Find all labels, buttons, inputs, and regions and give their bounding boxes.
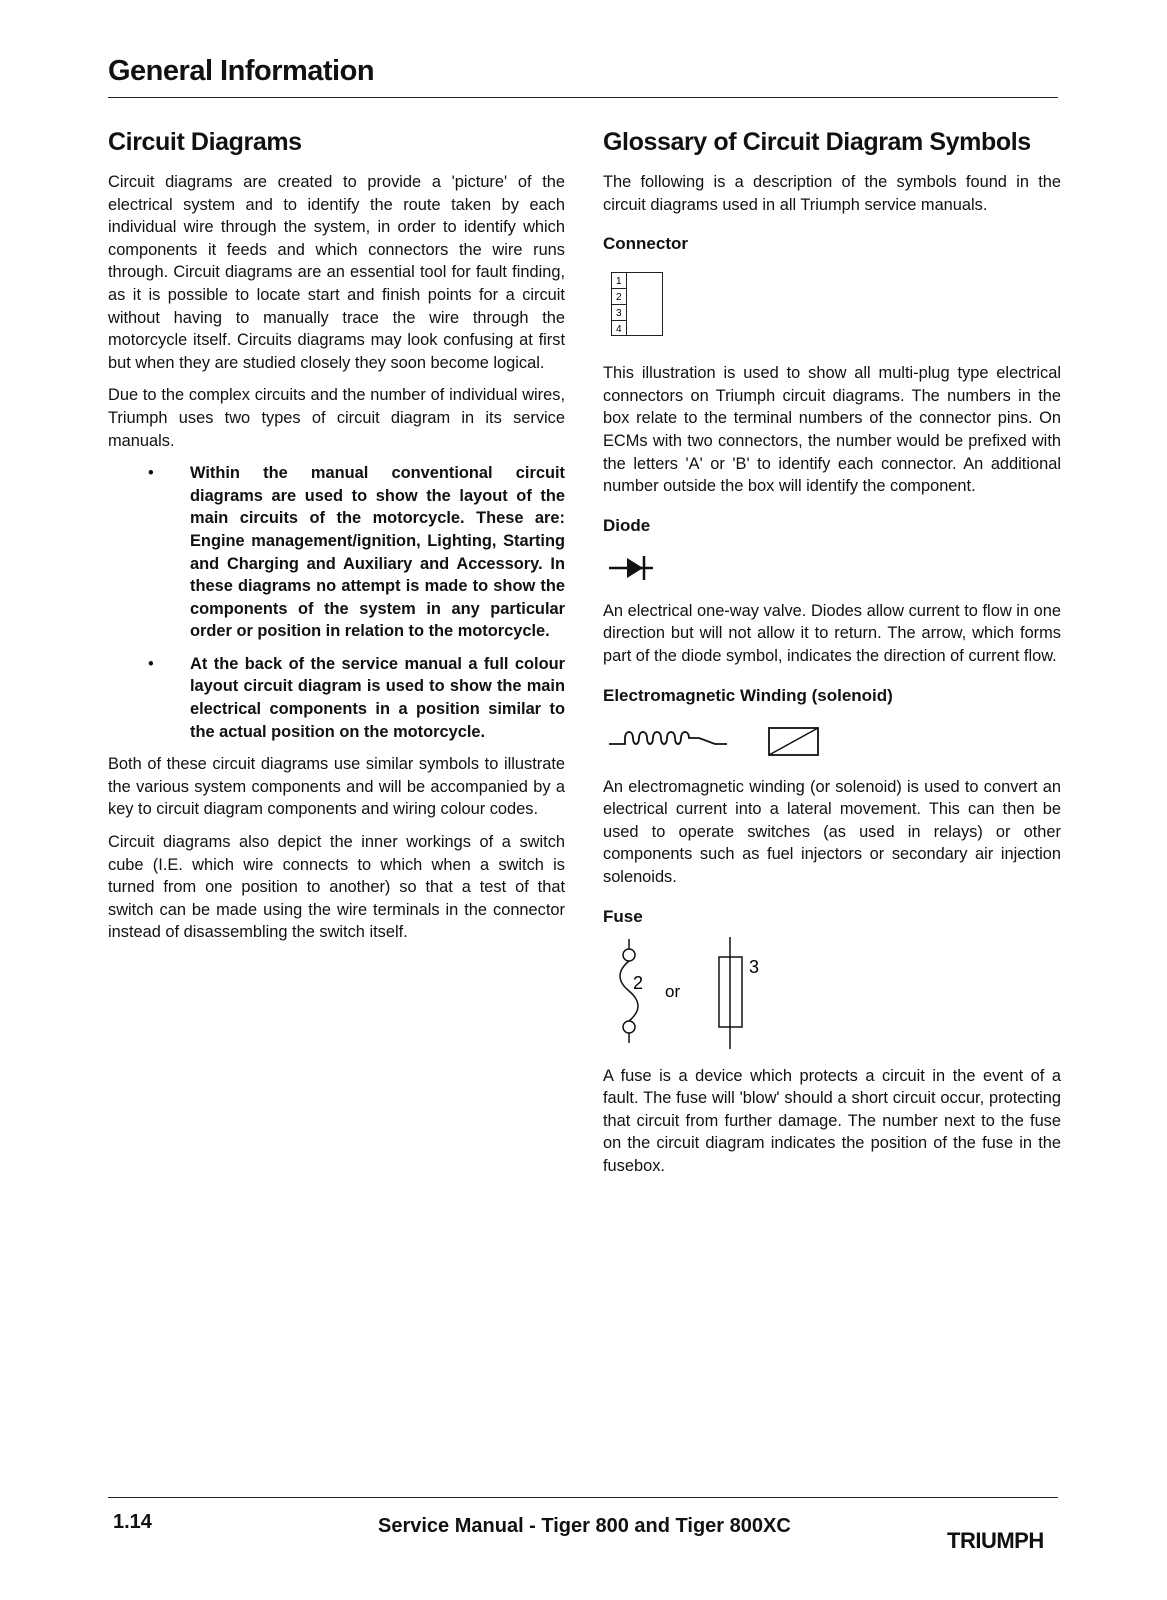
fuse-symbol-icon: [603, 937, 803, 1053]
fuse-or-label: or: [665, 981, 681, 1001]
paragraph: Circuit diagrams are created to provide a 'picture' of the electrical system and to identify the route taken by each individual wire through the system, in order to identify which components it feeds and which connectors the wire runs through. Circuit diagrams are an essential tool for fault finding, as it is possible to locate start and finish points for a circuit without having to manually trace the wire through the motorcycle itself. Circuits diagrams may look confusing at first but when they are studied closely they soon become logical.: [108, 173, 565, 372]
diode-description: An electrical one-way valve. Diodes allow current to flow in one direction but will not allow it to return. The arrow, which forms part of the diode symbol, indicates the direction of current flow.: [603, 601, 1061, 665]
right-column: [603, 128, 1061, 1187]
connector-pin-label: 2: [616, 292, 622, 304]
bullet-text: Within the manual conventional circuit diagrams are used to show the layout of the main circuits of the motorcycle. These are: Engine management/ignition, Lighting, Starting and Charging and Auxiliary and Accessory. In these diagrams no attempt is made to show the components of the system in any particular order or position in relation to the motorcycle.: [190, 464, 565, 641]
fuse-title: Fuse: [603, 906, 643, 926]
header-divider: [108, 97, 1058, 98]
diode-title: Diode: [603, 515, 651, 535]
page-title: General Information: [108, 55, 375, 87]
paragraph: Due to the complex circuits and the number of individual wires, Triumph uses two types of circuit diagram in its service manuals.: [108, 386, 565, 450]
bullet-marker: •: [148, 464, 154, 483]
connector-symbol-icon: [611, 272, 691, 348]
bullet-item: [108, 462, 565, 643]
bullet-item: [108, 653, 565, 743]
glossary-intro: The following is a description of the symbols found in the circuit diagrams used in all Triumph service manuals.: [603, 173, 1061, 214]
page-number: 1.14: [113, 1511, 152, 1533]
winding-description: An electromagnetic winding (or solenoid) is used to convert an electrical current into a lateral movement. This can then be used to operate switches (as used in relays) or other components such as fuel injectors or secondary air injection solenoids.: [603, 777, 1061, 886]
circuit-diagrams-heading: Circuit Diagrams: [108, 128, 302, 156]
fuse-number-label: 2: [633, 972, 644, 993]
bullet-marker: •: [148, 654, 154, 673]
page-header: [108, 55, 1058, 88]
glossary-heading: Glossary of Circuit Diagram Symbols: [603, 128, 1031, 156]
triumph-logo: [945, 1526, 1055, 1554]
svg-text:TRIUMPH: TRIUMPH: [947, 1528, 1044, 1553]
connector-title: Connector: [603, 234, 688, 254]
manual-title: Service Manual - Tiger 800 and Tiger 800XC: [378, 1515, 791, 1537]
diode-symbol-icon: [605, 550, 665, 586]
left-column: [108, 128, 565, 954]
winding-title: Electromagnetic Winding (solenoid): [603, 685, 893, 705]
connector-pin-label: 4: [616, 324, 622, 336]
paragraph: Both of these circuit diagrams use similar symbols to illustrate the various system components and will be accompanied by a key to circuit diagram components and wiring colour codes.: [108, 755, 565, 819]
fuse-description: A fuse is a device which protects a circuit in the event of a fault. The fuse will 'blow' should a short circuit occur, protecting that circuit from further damage. The number next to the fuse on the circuit diagram indicates the position of the fuse in the fusebox.: [603, 1066, 1061, 1175]
solenoid-symbol-icon: [603, 720, 843, 764]
bullet-list: [108, 462, 565, 743]
paragraph: Circuit diagrams also depict the inner workings of a switch cube (I.E. which wire connects to which when a switch is turned from one position to another) so that a test of that switch can be made using the wire terminals in the connector instead of disassembling the switch itself.: [108, 833, 565, 942]
connector-pin-label: 1: [616, 276, 622, 288]
fuse-number-label: 3: [749, 956, 760, 977]
connector-pin-label: 3: [616, 308, 622, 320]
footer-divider: [108, 1497, 1058, 1498]
bullet-text: At the back of the service manual a full colour layout circuit diagram is used to show the main electrical components in a position similar to the actual position on the motorcycle.: [190, 654, 565, 741]
connector-description: This illustration is used to show all multi-plug type electrical connectors on Triumph circuit diagrams. The numbers in the box relate to the terminal numbers of the connector pins. On ECMs with two connectors, the number would be prefixed with the letters 'A' or 'B' to identify each connector. An additional number outside the box will identify the component.: [603, 364, 1061, 496]
